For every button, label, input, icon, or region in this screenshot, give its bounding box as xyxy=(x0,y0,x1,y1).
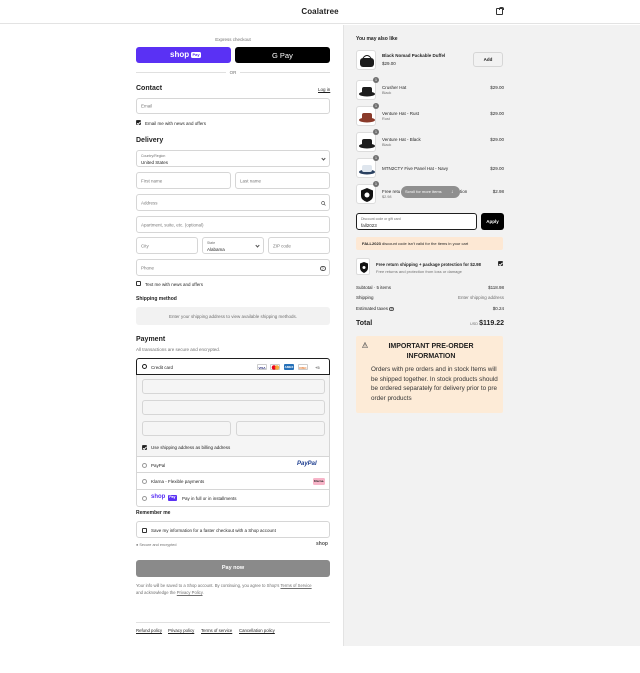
email-news-label: Email me with news and offers xyxy=(145,120,206,126)
chevron-down-icon xyxy=(255,243,259,247)
secure-label xyxy=(136,543,177,547)
state-label: State xyxy=(207,241,216,245)
klarna-logo: Klarna. xyxy=(313,478,325,483)
item-qty-0: 1 xyxy=(373,77,379,83)
apply-button[interactable]: Apply xyxy=(481,213,504,230)
terms-of-service-link[interactable]: Terms of service xyxy=(201,628,233,633)
item-name-4-tail: tion xyxy=(460,189,468,194)
item-price-1: $29.00 xyxy=(490,111,504,116)
paypal-logo: PayPal xyxy=(297,461,317,467)
google-pay-button[interactable] xyxy=(235,47,330,63)
item-qty-3: 1 xyxy=(373,155,379,161)
item-qty-1: 1 xyxy=(373,103,379,109)
email-news-checkbox[interactable] xyxy=(136,120,141,125)
billing-row xyxy=(136,438,330,456)
payment-subtitle: All transactions are secure and encrypted. xyxy=(136,347,221,352)
paypal-option[interactable] xyxy=(136,456,330,473)
header xyxy=(0,0,640,24)
item-name-0: Crusher Hat xyxy=(382,85,407,90)
item-thumbnail-3 xyxy=(356,158,376,178)
item-qty-2: 1 xyxy=(373,129,379,135)
preorder-info-box xyxy=(356,336,503,413)
item-price-4: $2.98 xyxy=(492,189,504,194)
email-field[interactable] xyxy=(136,98,330,114)
item-name-4: Free retu xyxy=(382,189,401,194)
scroll-more-text: Scroll for more items xyxy=(405,189,442,194)
address-field[interactable] xyxy=(136,194,330,211)
billing-label: Use shipping address as billing address xyxy=(151,445,231,450)
item-name-2: Venture Hat - Black xyxy=(382,137,421,142)
paypal-radio[interactable] xyxy=(142,463,147,468)
payment-heading: Payment xyxy=(136,336,166,343)
remember-checkbox[interactable] xyxy=(142,528,147,533)
discount-value: fall2023 xyxy=(361,222,377,228)
item-thumbnail-2 xyxy=(356,132,376,152)
pay-now-button[interactable]: Pay now xyxy=(136,560,330,577)
refund-policy-link[interactable]: Refund policy xyxy=(136,628,163,633)
shop-pay-installments-logo: shop xyxy=(151,493,166,500)
item-thumbnail-0 xyxy=(356,80,376,100)
protection-subtitle: Free returns and protection from loss or damage xyxy=(376,268,462,274)
login-link[interactable]: Log in xyxy=(318,87,331,92)
legal-text-1: Your info will be saved to a Shop account. By continuing, you agree to Shop's xyxy=(136,583,280,588)
shop-pay-badge: Pay xyxy=(192,52,200,57)
discount-label: Discount code or gift card xyxy=(361,216,401,221)
item-qty-4: 1 xyxy=(373,181,379,187)
taxes-label-text: Estimated taxes xyxy=(356,306,389,311)
email-placeholder: Email xyxy=(141,103,153,109)
warning-icon xyxy=(362,342,368,348)
shop-pay-button[interactable] xyxy=(136,47,231,63)
total-label: Total xyxy=(356,320,373,327)
country-value: United States xyxy=(141,159,169,165)
credit-card-option[interactable] xyxy=(136,358,330,375)
upsell-price: $29.00 xyxy=(382,61,396,66)
remember-label: Save my information for a faster checkout with a Shop account xyxy=(151,528,276,533)
text-news-checkbox[interactable] xyxy=(136,281,141,286)
checkout-form-column xyxy=(0,25,343,646)
notice-code: FALL2023 xyxy=(362,241,381,246)
city-field[interactable] xyxy=(136,237,198,254)
shipping-value: Enter shipping address xyxy=(457,295,504,300)
taxes-label xyxy=(356,306,394,311)
contact-heading: Contact xyxy=(136,85,163,92)
legal-text xyxy=(136,583,332,596)
shipping-label: Shipping xyxy=(356,295,374,300)
remember-box xyxy=(136,521,330,538)
shop-pay-installments-option[interactable] xyxy=(136,490,330,507)
phone-field[interactable] xyxy=(136,259,330,276)
item-name-3: MTN2CTY Five Panel Hat - Navy xyxy=(382,166,449,171)
discount-error-notice xyxy=(356,237,503,250)
notice-message: discount code isn't valid for the items in your cart xyxy=(380,241,469,246)
shop-pay-installments-badge: Pay xyxy=(169,495,176,499)
amex-logo: AMEX xyxy=(284,365,294,369)
terms-link[interactable]: Terms of Service xyxy=(280,583,312,588)
item-variant-1: Rust xyxy=(382,117,390,121)
protection-checkbox[interactable] xyxy=(498,261,503,266)
shop-logo: shop xyxy=(316,541,328,547)
subtotal-value: $118.98 xyxy=(488,285,504,290)
credit-card-label: Credit card xyxy=(151,364,174,370)
card-number-field[interactable] xyxy=(142,379,325,394)
first-name-field[interactable] xyxy=(136,172,231,189)
apartment-placeholder: Apartment, suite, etc. (optional) xyxy=(141,222,204,227)
more-cards-count: +5 xyxy=(315,364,320,370)
shopping-bag-icon[interactable] xyxy=(496,8,503,15)
discount-field[interactable] xyxy=(356,213,477,230)
discover-logo: DISC xyxy=(299,366,307,370)
item-variant-2: Black xyxy=(382,143,392,147)
billing-checkbox[interactable] xyxy=(142,445,147,450)
item-variant-0: Black xyxy=(382,91,392,95)
protection-icon xyxy=(356,258,370,275)
or-divider: OR xyxy=(229,69,237,75)
item-price-2: $29.00 xyxy=(490,137,504,142)
taxes-value: $0.24 xyxy=(492,306,504,311)
item-price-3: $29.00 xyxy=(490,166,504,171)
klarna-option[interactable] xyxy=(136,473,330,490)
country-select[interactable] xyxy=(136,150,330,167)
shop-pay-installments-label: Pay in full or in installments xyxy=(182,495,237,501)
mastercard-logo xyxy=(270,364,280,370)
scroll-more-tooltip[interactable] xyxy=(401,186,460,198)
apartment-field[interactable] xyxy=(136,216,330,233)
paypal-label: PayPal xyxy=(151,462,166,468)
google-pay-logo: G Pay xyxy=(272,50,293,60)
info-icon[interactable]: ? xyxy=(390,306,393,311)
upsell-heading: You may also like xyxy=(356,36,398,42)
state-select[interactable] xyxy=(202,237,264,254)
privacy-policy-link[interactable]: Privacy policy xyxy=(168,628,195,633)
total-currency: USD xyxy=(469,322,478,326)
last-name-placeholder: Last name xyxy=(240,178,262,183)
lock-icon: ● xyxy=(136,543,140,547)
help-icon[interactable]: ? xyxy=(321,266,324,271)
security-code-field[interactable] xyxy=(236,421,325,436)
klarna-label: Klarna - Flexible payments xyxy=(151,478,205,484)
name-on-card-field[interactable] xyxy=(142,400,325,415)
first-name-placeholder: First name xyxy=(141,178,163,183)
country-label: Country/Region xyxy=(141,154,166,158)
privacy-link[interactable]: Privacy Policy xyxy=(176,589,203,595)
preorder-title: IMPORTANT PRE-ORDER INFORMATION xyxy=(388,343,474,360)
visa-logo: VISA xyxy=(258,366,266,370)
protection-title: Free return shipping + package protection for $2.98 xyxy=(376,262,481,267)
subtotal-label: Subtotal · 5 items xyxy=(356,285,392,290)
divider-right xyxy=(240,72,330,73)
shop-pay-logo: shop xyxy=(170,50,190,59)
arrow-down-icon: ↓ xyxy=(451,189,454,195)
klarna-radio[interactable] xyxy=(142,479,147,484)
last-name-field[interactable] xyxy=(235,172,330,189)
upsell-add-button[interactable]: Add xyxy=(473,52,503,67)
shop-pay-installments-radio[interactable] xyxy=(142,496,147,501)
footer-divider xyxy=(136,622,330,623)
upsell-thumbnail xyxy=(356,50,376,70)
chevron-down-icon xyxy=(321,156,325,160)
brand-logo[interactable]: Coalatree xyxy=(301,7,339,16)
shipping-method-message: Enter your shipping address to view available shipping methods. xyxy=(168,313,298,319)
zip-placeholder: ZIP code xyxy=(273,243,291,248)
phone-placeholder: Phone xyxy=(141,265,155,270)
address-placeholder: Address xyxy=(141,200,158,205)
item-variant-4: $2.98 xyxy=(382,195,392,199)
item-price-0: $29.00 xyxy=(490,85,504,90)
legal-period: . xyxy=(202,589,204,595)
item-thumbnail-4 xyxy=(356,184,376,204)
preorder-body: Orders with pre orders and in stock Items will be shipped together. In stock products should be ordered separately for delivery prior to pre order products xyxy=(371,366,498,402)
expiration-field[interactable] xyxy=(142,421,231,436)
upsell-name: Black Nomad Packable Duffel xyxy=(382,53,446,58)
shipping-method-box xyxy=(136,307,330,325)
city-placeholder: City xyxy=(141,243,149,248)
item-name-1: Venture Hat - Rust xyxy=(382,111,420,116)
credit-card-radio[interactable] xyxy=(142,364,147,369)
text-news-label: Text me with news and offers xyxy=(145,281,203,287)
shipping-method-heading: Shipping method xyxy=(136,296,177,302)
cancellation-policy-link[interactable]: Cancellation policy xyxy=(239,628,275,633)
search-icon xyxy=(321,201,326,206)
legal-text-2: and acknowledge the xyxy=(136,589,176,595)
total-value: $119.22 xyxy=(479,320,504,327)
delivery-heading: Delivery xyxy=(136,137,164,144)
item-thumbnail-1 xyxy=(356,106,376,126)
divider-left xyxy=(136,72,226,73)
state-value: Alabama xyxy=(207,246,225,252)
zip-field[interactable] xyxy=(268,237,330,254)
express-checkout-label: Express checkout xyxy=(215,37,251,42)
secure-text: Secure and encrypted xyxy=(139,543,177,547)
remember-heading: Remember me xyxy=(136,510,171,516)
